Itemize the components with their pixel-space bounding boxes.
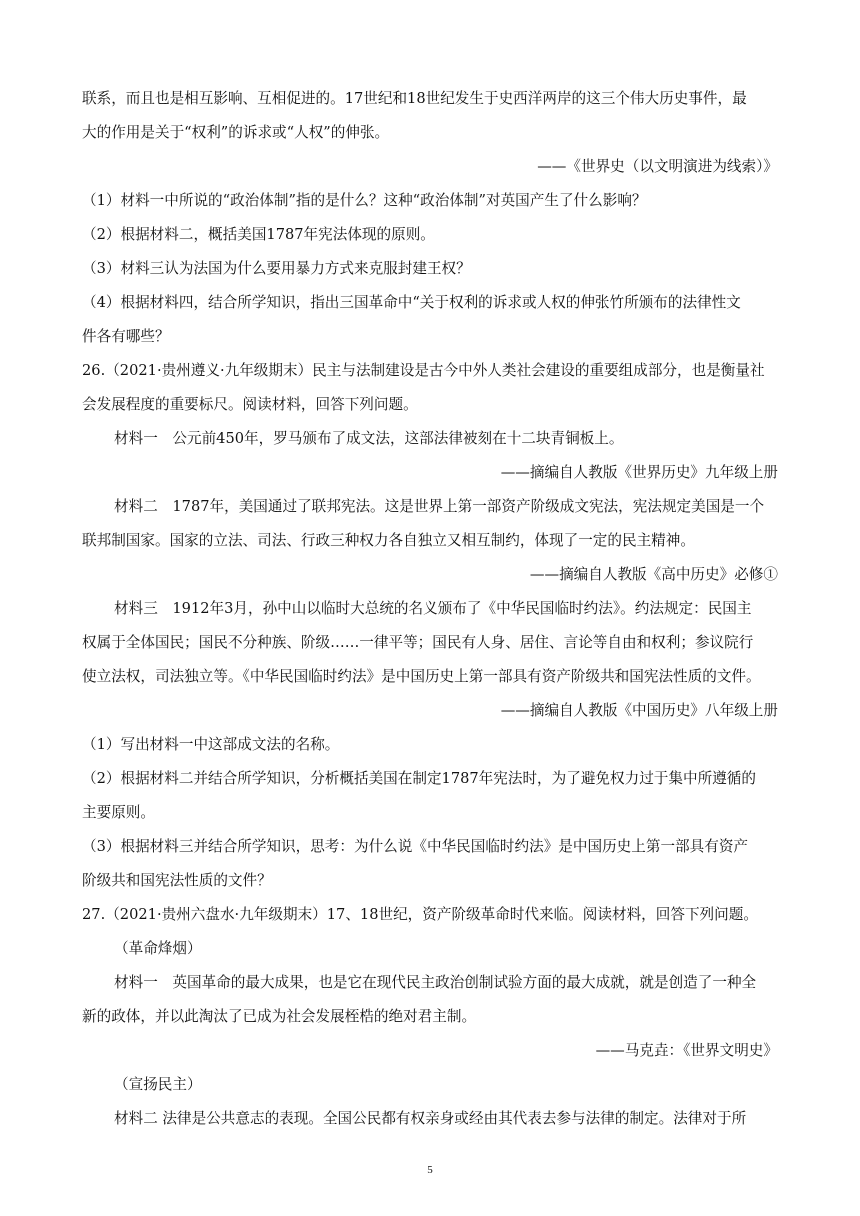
paragraph-line: 会发展程度的重要标尺。阅读材料，回答下列问题。 [82,396,418,413]
citation: ——《世界史（以文明演进为线索）》 [537,158,778,175]
paragraph-line: 主要原则。 [82,804,155,821]
citation: ——摘编自人教版《世界历史》九年级上册 [500,464,778,481]
question-item: （3）根据材料三并结合所学知识，思考：为什么说《中华民国临时约法》是中国历史上第一部具有资产 [82,838,749,855]
section-label: （革命烽烟） [114,940,202,957]
question-heading: 26.（2021·贵州遵义·九年级期末）民主与法制建设是古今中外人类社会建设的重要组成部分，也是衡量社 [82,362,765,379]
paragraph-line: 联系，而且也是相互影响、互相促进的。17世纪和18世纪发生于史西洋两岸的这三个伟大历史事件，最 [82,90,747,107]
material-text: 材料二 1787年，美国通过了联邦宪法。这是世界上第一部资产阶级成文宪法，宪法规定美国是一个 [114,498,765,515]
paragraph-line: 件各有哪些？ [82,328,170,345]
section-label: （宣扬民主） [114,1076,202,1093]
question-item: （2）根据材料二，概括美国1787年宪法体现的原则。 [82,226,435,243]
material-text: 材料一 公元前450年，罗马颁布了成文法，这部法律被刻在十二块青铜板上。 [114,430,624,447]
material-text: 权属于全体国民；国民不分种族、阶级……一律平等；国民有人身、居住、言论等自由和权利；参议院行 [82,634,754,651]
question-item: （3）材料三认为法国为什么要用暴力方式来克服封建王权？ [82,260,471,277]
material-text: 材料二 法律是公共意志的表现。全国公民都有权亲身或经由其代表去参与法律的制定。法律对于所 [114,1110,747,1127]
question-item: （1）材料一中所说的“政治体制”指的是什么？这种“政治体制”对英国产生了什么影响？ [82,192,647,209]
paragraph-line: 大的作用是关于“权利”的诉求或“人权”的伸张。 [82,124,390,141]
question-item: （2）根据材料二并结合所学知识，分析概括美国在制定1787年宪法时，为了避免权力过于集中所遵循的 [82,770,756,787]
material-text: 新的政体，并以此淘汰了已成为社会发展桎梏的绝对君主制。 [82,1008,477,1025]
page-number: 5 [427,1164,433,1176]
material-text: 材料一 英国革命的最大成果，也是它在现代民主政治创制试验方面的最大成就，就是创造了一种全 [114,974,757,991]
material-text: 联邦制国家。国家的立法、司法、行政三种权力各自独立又相互制约，体现了一定的民主精神。 [82,532,695,549]
question-heading: 27.（2021·贵州六盘水·九年级期末）17、18世纪，资产阶级革命时代来临。阅读材料，回答下列问题。 [82,906,758,923]
material-text: 使立法权，司法独立等。《中华民国临时约法》是中国历史上第一部具有资产阶级共和国宪法性质的文件。 [82,668,761,685]
question-item: （4）根据材料四，结合所学知识，指出三国革命中“关于权利的诉求或人权的伸张竹所颁布的法律性文 [82,294,741,311]
citation: ——马克垚：《世界文明史》 [595,1042,778,1059]
question-item: （1）写出材料一中这部成文法的名称。 [82,736,340,753]
material-text: 材料三 1912年3月，孙中山以临时大总统的名义颁布了《中华民国临时约法》。约法规定：民国主 [114,600,752,617]
citation: ——摘编自人教版《中国历史》八年级上册 [500,702,778,719]
paragraph-line: 阶级共和国宪法性质的文件？ [82,872,272,889]
citation: ——摘编自人教版《高中历史》必修① [529,566,778,583]
